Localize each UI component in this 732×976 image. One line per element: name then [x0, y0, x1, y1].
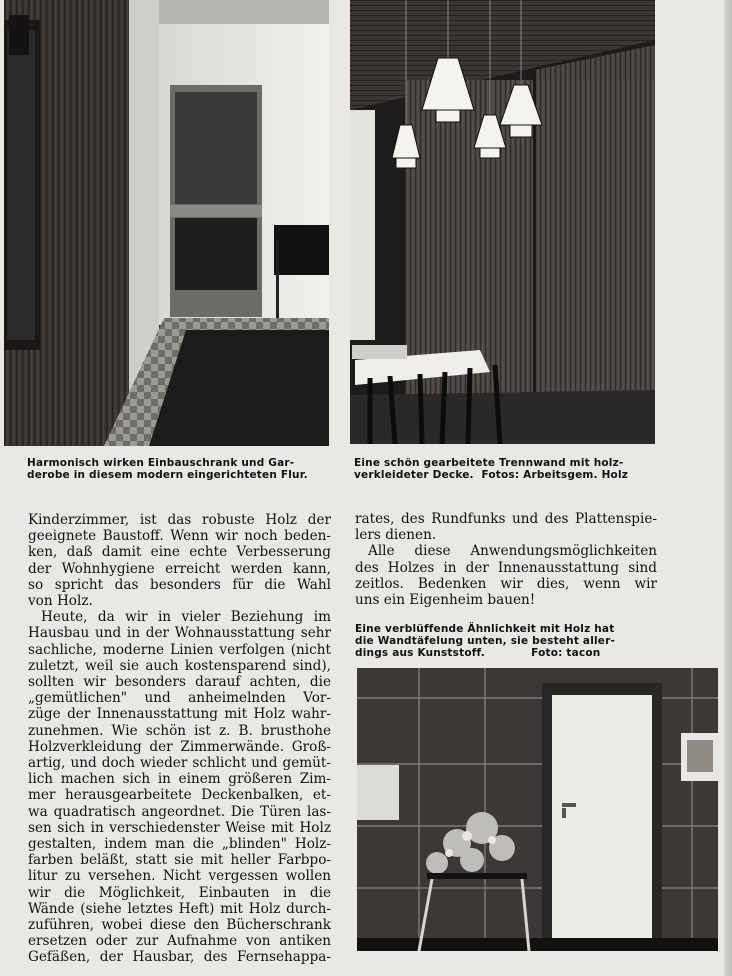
- text-line: so spricht das besonders für die Wahl: [28, 576, 331, 593]
- text-line: litur zu versehen. Nicht vergessen wollen: [28, 868, 331, 885]
- wall-panelling-photo: [357, 668, 718, 951]
- right-text-column: [355, 511, 657, 608]
- caption-line: Harmonisch wirken Einbauschrank und Gar-: [27, 457, 295, 469]
- text-line: ersetzen oder zur Aufnahme von antiken: [28, 933, 331, 950]
- text-line: zunehmen. Wie schön ist z. B. brusthohe: [28, 722, 331, 739]
- hallway-caption: [27, 457, 308, 481]
- text-line: des Holzes in der Innenausstattung sind: [355, 559, 657, 576]
- text-line: von Holz.: [28, 593, 93, 610]
- text-line: artig, und doch wieder schlicht und gemüt-: [28, 755, 331, 772]
- text-line: Hausbau und in der Wohnausstattung sehr: [28, 625, 331, 642]
- text-line: mer herausgearbeitete Deckenbalken, et-: [28, 787, 331, 804]
- left-text-column: [28, 512, 331, 966]
- text-line: lers dienen.: [355, 527, 437, 544]
- text-line: sachliche, moderne Linien verfolgen (nicht: [28, 641, 331, 658]
- text-line: Holzverkleidung der Zimmerwände. Groß-: [28, 738, 331, 755]
- text-line: Kinderzimmer, ist das robuste Holz der: [28, 512, 331, 528]
- room-divider-caption: [354, 457, 628, 481]
- room-divider-photo: [350, 0, 655, 444]
- text-line: wa quadratisch angeordnet. Die Türen las-: [28, 803, 331, 820]
- page-edge: [724, 0, 732, 976]
- text-line: wir die Möglichkeit, Einbauten in die: [28, 884, 331, 901]
- text-line: Heute, da wir in vieler Beziehung im: [41, 609, 331, 626]
- text-line: der Wohnhygiene erreicht werden kann,: [28, 560, 331, 577]
- text-line: sollten wir besonders darauf achten, die: [28, 674, 331, 691]
- caption-line: derobe in diesem modern eingerichteten Flur.: [27, 469, 308, 481]
- hallway-photo: [4, 0, 329, 446]
- caption-line: Eine verblüffende Ähnlichkeit mit Holz hat: [355, 623, 615, 635]
- text-line: Alle diese Anwendungsmöglichkeiten: [368, 543, 657, 560]
- text-line: zuführen, wobei diese den Bücherschrank: [28, 917, 331, 934]
- text-line: Gefäßen, der Hausbar, des Fernsehappa-: [28, 949, 331, 966]
- text-line: Wände (siehe letztes Heft) mit Holz durch-: [28, 900, 331, 917]
- caption-line: dings aus Kunststoff. Foto: tacon: [355, 647, 601, 659]
- text-line: ken, daß damit eine echte Verbesserung: [28, 544, 331, 561]
- wall-panelling-caption: [355, 623, 615, 659]
- caption-line: verkleideter Decke. Fotos: Arbeitsgem. Holz: [354, 469, 629, 481]
- text-line: sen sich in verschiedenster Weise mit Holz: [28, 819, 331, 836]
- caption-line: die Wandtäfelung unten, sie besteht aller-: [355, 635, 616, 647]
- text-line: zuletzt, weil sie auch kostensparend sind),: [28, 657, 331, 674]
- text-line: gestalten, indem man die „blinden" Holz-: [28, 836, 331, 853]
- text-line: farben beläßt, statt sie mit heller Farbpo-: [28, 852, 331, 869]
- text-line: lich machen sich in einem größeren Zim-: [28, 771, 331, 788]
- text-line: rates, des Rundfunks und des Plattenspie-: [355, 511, 657, 527]
- text-line: zeitlos. Bedenken wir dies, wenn wir: [355, 575, 657, 592]
- caption-line: Eine schön gearbeitete Trennwand mit holz-: [354, 457, 624, 469]
- text-line: geeignete Baustoff. Wenn wir noch beden-: [28, 528, 331, 545]
- text-line: uns ein Eigenheim bauen!: [355, 592, 536, 609]
- text-line: züge der Innenausstattung mit Holz wahr-: [28, 706, 331, 723]
- text-line: „gemütlichen" und anheimelnden Vor-: [28, 690, 331, 707]
